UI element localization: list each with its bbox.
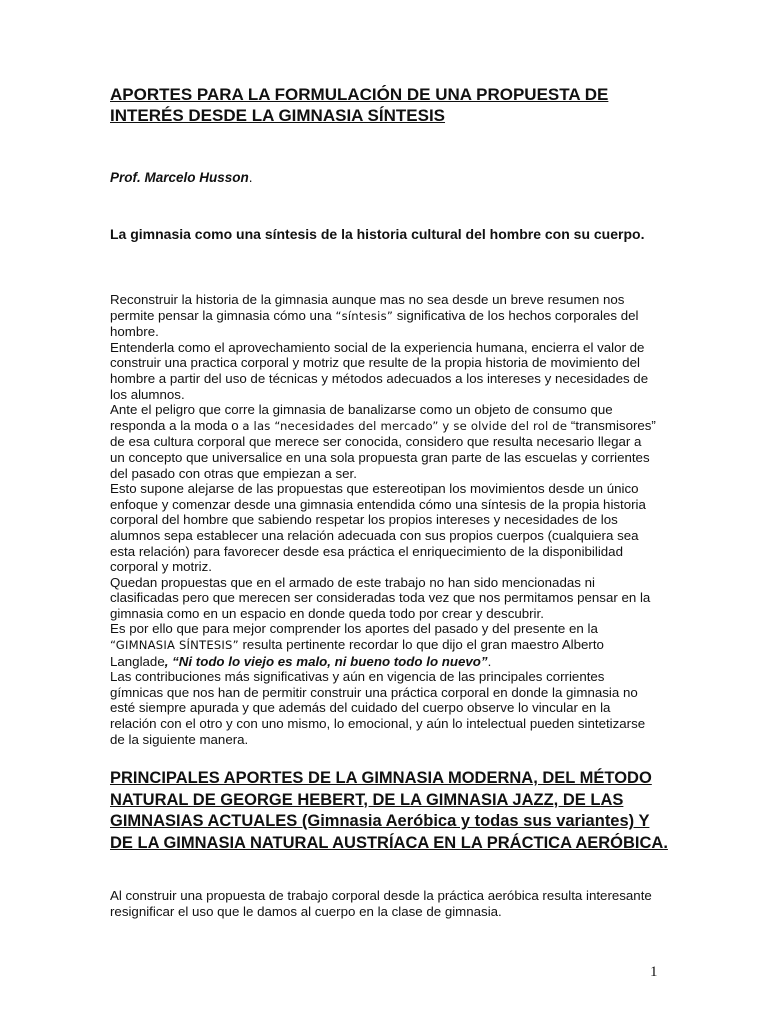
paragraph-1-text-a: Reconstruir la historia de la gimnasia aunque mas no sea desde un breve resumen nos permite pensar la gimnasia cómo una [110, 292, 625, 323]
paragraph-6 [110, 621, 658, 669]
paragraph-1-term: “síntesis” [335, 308, 394, 323]
body-text [110, 292, 658, 747]
paragraph-5: Quedan propuestas que en el armado de este trabajo no han sido mencionadas ni clasificadas pero que merecen ser consideradas toda vez que nos permitamos pensar en la gimnasia como en un espacio en donde queda todo por crear y descubrir. [110, 574, 651, 621]
author-name: Prof. Marcelo Husson [110, 170, 249, 185]
paragraph-3-text-b: “transmisores” de esa cultura corporal que merece ser conocida, considero que resulta necesario llegar a un concepto que universalice en una sola propuesta gran parte de las escuelas y corrientes del pasado con otras que empiezan a ser. [110, 417, 656, 481]
langlade-quote: , “Ni todo lo viejo es malo, ni bueno todo lo nuevo” [164, 653, 488, 669]
paragraph-7: Las contribuciones más significativas y aún en vigencia de las principales corrientes gímnicas que nos han de permitir construir una práctica corporal en donde la gimnasia no esté siempre apurada y que además del cuidado del cuerpo observe lo vincular en la relación con el otro y con uno mismo, lo emocional, y aún lo intelectual pueden sintetizarse de la siguiente manera. [110, 669, 646, 747]
paragraph-4: Esto supone alejarse de las propuestas que estereotipan los movimientos desde un único enfoque y comenzar desde una gimnasia entendida cómo una síntesis de la propia historia corporal del hombre que sabiendo respetar los propios intereses y necesidades de los alumnos sepa establecer una relación adecuada con sus propios cuerpos (cualquiera sea esta relación) para favorecer desde esa práctica el enriquecimiento de la disponibilidad corporal y motriz. [110, 481, 646, 575]
paragraph-1 [110, 292, 658, 340]
closing-paragraph: Al construir una propuesta de trabajo corporal desde la práctica aeróbica resulta interesante resignificar el uso que le damos al cuerpo en la clase de gimnasia. [110, 888, 652, 919]
author-line [110, 169, 253, 186]
paragraph-6-text-a: Es por ello que para mejor comprender los aportes del pasado y del presente en la [110, 621, 598, 637]
author-suffix: . [248, 170, 253, 185]
paragraph-3-text-a: Ante el peligro que corre la gimnasia de banalizarse como un objeto de consumo que responda a la moda o [110, 402, 613, 433]
page-number: 1 [650, 964, 658, 980]
paragraph-6-end: . [487, 653, 492, 669]
paragraph-6-term: “GIMNASIA SÍNTESIS” [110, 638, 239, 653]
document-subtitle: La gimnasia como una síntesis de la historia cultural del hombre con su cuerpo. [110, 226, 645, 242]
paragraph-1-text-b: significativa de los hechos corporales del hombre. [110, 307, 639, 340]
paragraph-2: Entenderla como el aprovechamiento social de la experiencia humana, encierra el valor de construir una practica corporal y motriz que resulte de la propia historia de movimiento del hombre a partir del uso de técnicas y métodos adecuados a los intereses y necesidades de los alumnos. [110, 339, 649, 402]
paragraph-3-term: a las “necesidades del mercado” y se olvide del rol de [242, 418, 568, 433]
document-title: APORTES PARA LA FORMULACIÓN DE UNA PROPUESTA DE INTERÉS DESDE LA GIMNASIA SÍNTESIS [110, 85, 609, 125]
paragraph-6-text-b: resulta pertinente recordar lo que dijo el gran maestro Alberto Langlade [110, 637, 604, 669]
paragraph-3 [110, 402, 658, 481]
section-heading: PRINCIPALES APORTES DE LA GIMNASIA MODERNA, DEL MÉTODO NATURAL DE GEORGE HEBERT, DE LA GIMNASIA JAZZ, DE LAS GIMNASIAS ACTUALES (Gimnasia Aeróbica y todas sus variantes) Y DE LA GIMNASIA NATURAL AUSTRÍACA EN LA PRÁCTICA AERÓBICA. [110, 769, 668, 852]
